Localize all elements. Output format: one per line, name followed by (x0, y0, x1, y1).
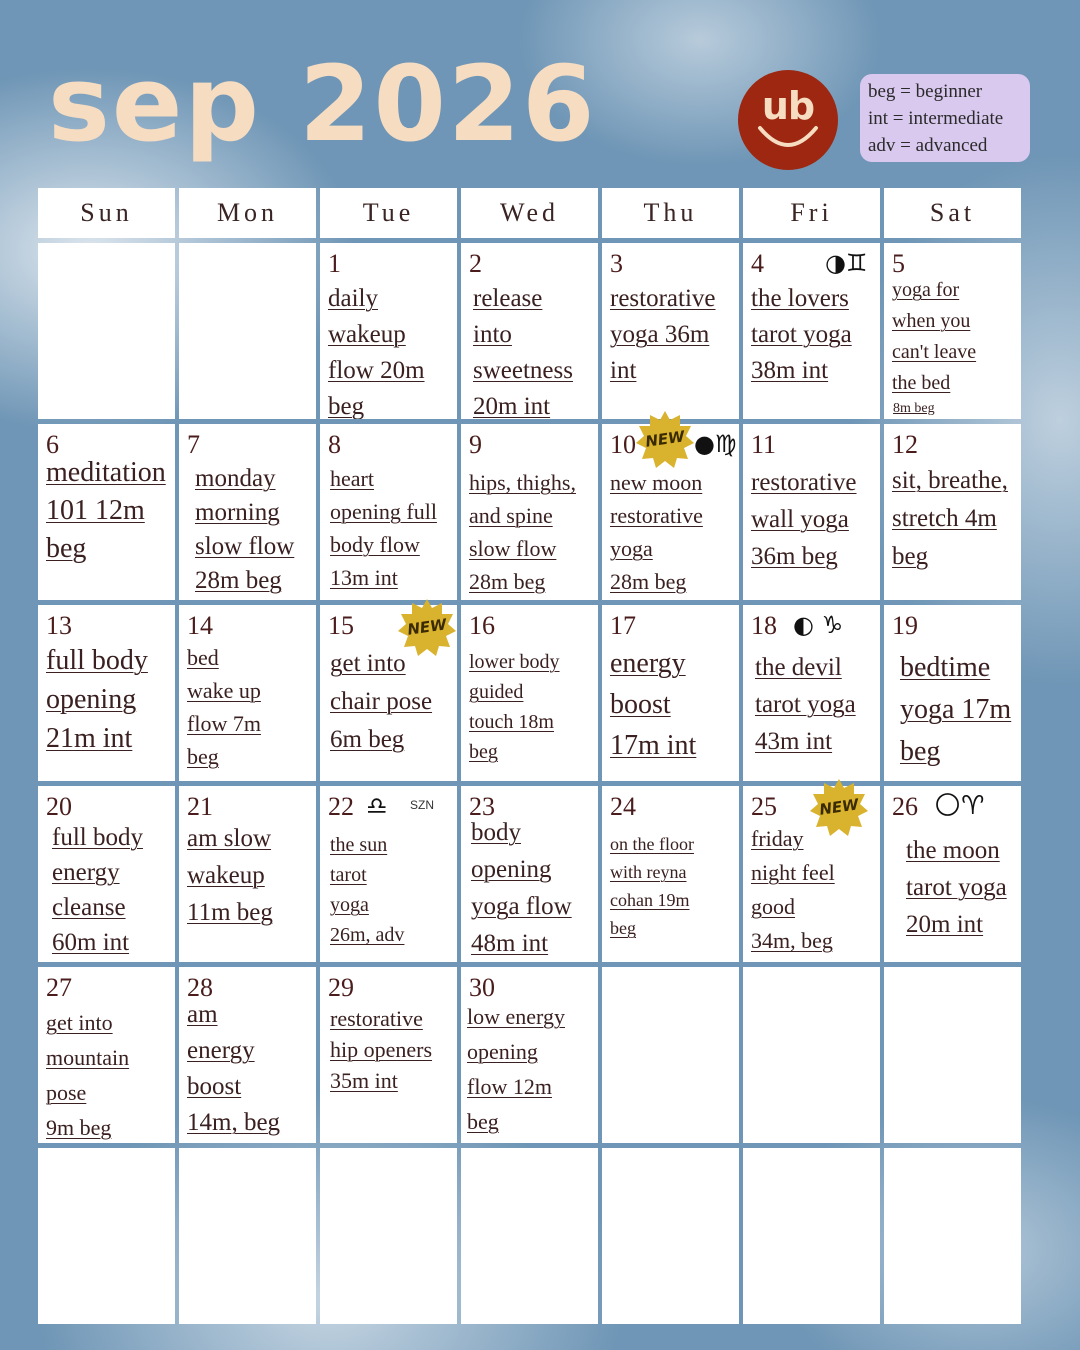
ub-logo (738, 70, 838, 170)
day-number: 11 (751, 430, 777, 459)
empty-day (320, 1148, 457, 1324)
day-27 (38, 967, 175, 1143)
class-link[interactable]: body opening yoga flow 48m int (471, 819, 572, 957)
class-link[interactable]: restorative hip openers 35m int (330, 1006, 433, 1093)
day-29 (320, 967, 457, 1143)
legend-int: int = intermediate (868, 108, 1004, 129)
day-16 (461, 605, 598, 781)
day-number: 30 (469, 973, 495, 1002)
day-number: 24 (610, 792, 636, 821)
day-14 (179, 605, 316, 781)
class-link[interactable]: the sun tarot yoga 26m, adv (330, 834, 405, 946)
day-number: 23 (469, 792, 495, 821)
legend-beg: beg = beginner (868, 81, 983, 102)
class-link[interactable]: on the floor with reyna cohan 19m beg (610, 834, 694, 938)
class-link[interactable]: am slow wakeup 11m beg (187, 825, 273, 926)
day-9 (461, 424, 598, 600)
day-number: 6 (46, 430, 59, 459)
day-30 (461, 967, 598, 1143)
legend-adv: adv = advanced (868, 135, 988, 156)
day-1 (320, 243, 457, 419)
day-21 (179, 786, 316, 962)
day-number: 29 (328, 973, 354, 1002)
day-number: 9 (469, 430, 482, 459)
logo-text: ub (761, 84, 815, 128)
day-7 (179, 424, 316, 600)
class-link[interactable]: get into chair pose 6m beg (330, 650, 433, 753)
day-number: 20 (46, 792, 72, 821)
empty-day (38, 243, 175, 419)
class-link[interactable]: friday night feel good 34m, beg (751, 826, 835, 953)
class-link[interactable]: monday morning slow flow 28m beg (195, 465, 295, 594)
day-number: 25 (751, 792, 777, 821)
day-number: 10 (610, 430, 636, 459)
weekday-tue: Tue (320, 188, 457, 238)
weekday-sat: Sat (884, 188, 1021, 238)
day-number: 16 (469, 611, 495, 640)
class-link[interactable]: full body opening 21m int (46, 645, 148, 754)
day-number: 19 (892, 611, 918, 640)
smile-icon (738, 70, 838, 170)
class-link[interactable]: bed wake up flow 7m beg (187, 645, 261, 769)
day-number: 2 (469, 249, 482, 278)
class-link[interactable]: get into mountain pose 9m beg (46, 1010, 130, 1140)
new-badge-label: NEW (818, 795, 860, 819)
weekday-sun: Sun (38, 188, 175, 238)
empty-day (884, 967, 1021, 1143)
weekday-mon: Mon (179, 188, 316, 238)
class-link[interactable]: the moon tarot yoga 20m int (906, 837, 1007, 938)
calendar-grid (38, 188, 1021, 1324)
day-number: 12 (892, 430, 918, 459)
class-link[interactable]: heart opening full body flow 13m int (330, 466, 437, 590)
class-link[interactable]: restorative yoga 36m int (610, 285, 716, 384)
weekday-thu: Thu (602, 188, 739, 238)
class-link[interactable]: release into sweetness 20m int (473, 285, 573, 419)
empty-day (884, 1148, 1021, 1324)
day-8 (320, 424, 457, 600)
level-legend (860, 74, 1030, 162)
day-number: 26 (892, 792, 918, 821)
day-23 (461, 786, 598, 962)
empty-day (179, 1148, 316, 1324)
empty-day (602, 1148, 739, 1324)
day-number: 8 (328, 430, 341, 459)
day-number: 4 (751, 249, 764, 278)
new-badge (810, 778, 868, 836)
empty-day (743, 1148, 880, 1324)
new-badge-label: NEW (406, 615, 448, 639)
day-19 (884, 605, 1021, 781)
day-26 (884, 786, 1021, 962)
class-link[interactable]: energy boost 17m int (610, 648, 697, 761)
weekday-wed: Wed (461, 188, 598, 238)
class-link[interactable]: new moon restorative yoga 28m beg (610, 470, 703, 594)
last-quarter-capricorn-icon: ◐ ♑ (793, 611, 844, 639)
day-2 (461, 243, 598, 419)
day-number: 27 (46, 973, 72, 1002)
day-number: 5 (892, 249, 905, 278)
day-12 (884, 424, 1021, 600)
class-link[interactable]: am energy boost 14m, beg (187, 1001, 281, 1136)
day-number: 21 (187, 792, 213, 821)
day-number: 1 (328, 249, 341, 278)
season-label: SZN (410, 798, 434, 812)
class-level: 8m beg (893, 401, 935, 416)
new-badge (398, 598, 456, 656)
day-number: 17 (610, 611, 636, 640)
class-link[interactable]: full body energy cleanse 60m int (52, 824, 143, 956)
day-number: 18 (751, 611, 777, 640)
class-link[interactable]: restorative wall yoga 36m beg (751, 469, 857, 570)
new-badge (636, 410, 694, 468)
day-number: 22 (328, 792, 354, 821)
class-link[interactable]: yoga for when you can't leave the bed (892, 279, 977, 394)
day-4 (743, 243, 880, 419)
class-link[interactable]: sit, breathe, stretch 4m beg (892, 467, 1008, 570)
day-13 (38, 605, 175, 781)
day-18 (743, 605, 880, 781)
first-quarter-gemini-icon: ◑♊ (825, 249, 868, 277)
class-link[interactable]: the devil tarot yoga 43m int (755, 654, 856, 755)
class-link[interactable]: the lovers tarot yoga 38m int (751, 285, 852, 384)
day-number: 15 (328, 611, 354, 640)
weekday-fri: Fri (743, 188, 880, 238)
day-number: 14 (187, 611, 213, 640)
day-number: 28 (187, 973, 213, 1002)
page-title: sep 2026 (48, 43, 597, 165)
empty-day (461, 1148, 598, 1324)
day-6 (38, 424, 175, 600)
day-number: 7 (187, 430, 200, 459)
empty-day (38, 1148, 175, 1324)
full-moon-aries-icon: 🌕♈ (934, 791, 985, 821)
day-number: 3 (610, 249, 623, 278)
day-17 (602, 605, 739, 781)
day-22 (320, 786, 457, 962)
class-link[interactable]: meditation 101 12m beg (46, 457, 166, 564)
day-5 (884, 243, 1021, 419)
new-moon-virgo-icon: ●♍ (694, 430, 737, 458)
day-11 (743, 424, 880, 600)
empty-day (602, 967, 739, 1143)
empty-day (743, 967, 880, 1143)
class-link[interactable]: low energy opening flow 12m beg (467, 1004, 565, 1134)
day-28 (179, 967, 316, 1143)
day-number: 13 (46, 611, 72, 640)
class-link[interactable]: daily wakeup flow 20m beg (328, 285, 425, 419)
empty-day (179, 243, 316, 419)
day-3 (602, 243, 739, 419)
class-link[interactable]: bedtime yoga 17m beg (900, 652, 1012, 767)
class-link[interactable]: lower body guided touch 18m beg (469, 651, 560, 763)
libra-icon: ♎ (366, 792, 388, 820)
day-24 (602, 786, 739, 962)
class-link[interactable]: hips, thighs, and spine slow flow 28m beg (469, 470, 576, 594)
day-20 (38, 786, 175, 962)
new-badge-label: NEW (644, 427, 686, 451)
